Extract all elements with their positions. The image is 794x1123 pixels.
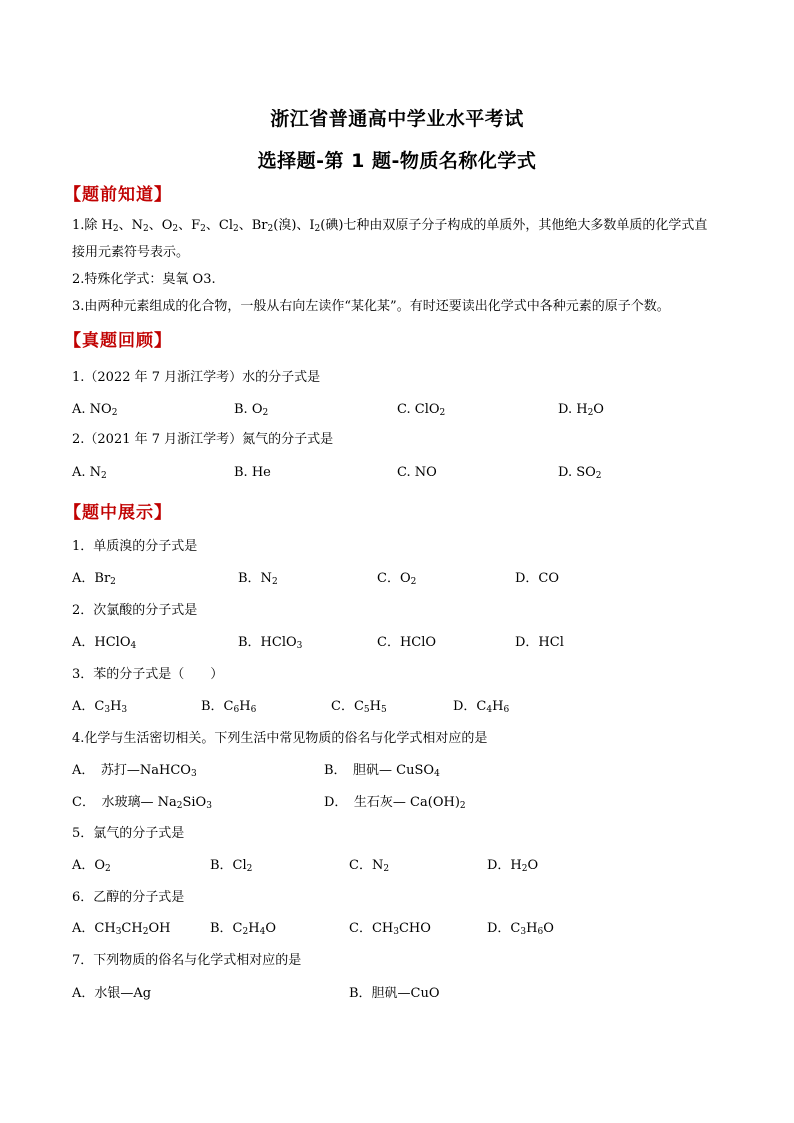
review-q2-option-c: C. NO [397,465,437,480]
practice-q2-option-a: A．HClO$_4$ [72,635,137,651]
practice-q2-option-b: B．HClO$_3$ [238,635,303,651]
practice-q2-option-c: C．HClO [377,635,437,650]
practice-q4-option-a: A． 苏打—NaHCO$_3$ [72,763,197,779]
practice-question-5: 5．氯气的分子式是 [72,826,185,841]
review-q2-option-a: A. $N_2$ [72,465,107,481]
practice-q1-option-a: A．$Br_2$ [72,571,116,587]
review-q1-option-b: B. $O_2$ [234,402,269,418]
review-question-1: 1.（2022 年 7 月浙江学考）水的分子式是 [72,370,321,385]
practice-q6-option-b: B．$C_2H_4O$ [210,921,276,937]
practice-q2-option-d: D．HCl [515,635,564,650]
review-q2-option-b: B. He [234,465,271,480]
practice-question-2: 2．次氯酸的分子式是 [72,603,198,618]
practice-q5-option-b: B．$Cl_2$ [210,858,253,874]
section-heading-before: 【题前知道】 [64,185,172,205]
review-q1-option-c: C. ClO$_2$ [397,402,446,418]
practice-question-4: 4.化学与生活密切相关。下列生活中常见物质的俗名与化学式相对应的是 [72,731,488,746]
practice-q1-option-b: B．$N_2$ [238,571,278,587]
practice-question-7: 7．下列物质的俗名与化学式相对应的是 [72,953,302,968]
practice-q6-option-a: A．$CH_3CH_2OH$ [72,921,171,937]
knowledge-point-1: 1.除 $H_2$、$N_2$、$O_2$、$F_2$、$Cl_2$、$Br_2$(溴)、$I_2$(碘)七种由双原子分子构成的单质外，其他绝大多数单质的化学式直 [72,218,708,234]
practice-q6-option-d: D．$C_3H_6O$ [487,921,554,937]
knowledge-point-3: 3.由两种元素组成的化合物，一般从右向左读作“某化某”。有时还要读出化学式中各种元素的原子个数。 [72,299,670,314]
practice-question-3: 3．苯的分子式是（ ） [72,667,224,682]
section-heading-practice: 【题中展示】 [64,503,172,523]
section-heading-review: 【真题回顾】 [64,331,172,351]
practice-q3-option-b: B．$C_6H_6$ [201,699,257,715]
practice-question-6: 6．乙醇的分子式是 [72,890,185,905]
practice-q3-option-c: C．$C_5H_5$ [331,699,387,715]
review-q1-option-a: A. $NO_2$ [72,402,118,418]
practice-question-1: 1．单质溴的分子式是 [72,539,198,554]
practice-q7-option-b: B．胆矾—CuO [349,986,440,1001]
practice-q4-option-b: B． 胆矾— CuSO$_4$ [324,763,440,779]
practice-q1-option-c: C．$O_2$ [377,571,417,587]
practice-q3-option-d: D．$C_4H_6$ [453,699,510,715]
review-q1-option-d: D. $H_2O$ [558,402,604,418]
practice-q3-option-a: A．$C_3H_3$ [72,699,128,715]
page-title: 浙江省普通高中学业水平考试 [270,108,524,130]
knowledge-point-2: 2.特殊化学式：臭氧 O3. [72,272,216,287]
practice-q1-option-d: D．CO [515,571,560,586]
practice-q5-option-d: D．$H_2O$ [487,858,539,874]
practice-q6-option-c: C．$CH_3CHO$ [349,921,431,937]
practice-q7-option-a: A．水银—Ag [72,986,152,1001]
review-question-2: 2.（2021 年 7 月浙江学考）氮气的分子式是 [72,432,334,447]
page-subtitle: 选择题-第 1 题-物质名称化学式 [257,150,537,172]
practice-q5-option-c: C．$N_2$ [349,858,390,874]
practice-q4-option-c: C． 水玻璃— $Na_2SiO_3$ [72,795,212,811]
practice-q5-option-a: A．$O_2$ [72,858,111,874]
review-q2-option-d: D. $SO_2$ [558,465,602,481]
practice-q4-option-d: D． 生石灰— $Ca(OH)_2$ [324,795,466,811]
knowledge-point-1-cont: 接用元素符号表示。 [72,245,190,260]
